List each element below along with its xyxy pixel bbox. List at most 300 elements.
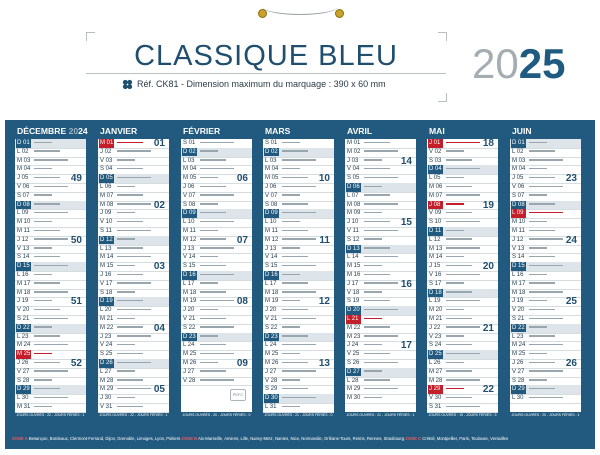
day-label: L 13 <box>100 245 112 252</box>
day-label: L 09 <box>511 209 526 218</box>
day-row <box>510 394 581 404</box>
saint-name-line <box>34 362 60 364</box>
saint-name-line <box>117 326 143 328</box>
saint-name-line <box>282 370 316 372</box>
day-label: L 30 <box>512 395 524 402</box>
saint-name-line <box>117 142 143 144</box>
saint-name-line <box>34 168 52 170</box>
saint-name-line <box>34 159 68 161</box>
day-label: M 11 <box>265 228 278 234</box>
day-label: M 04 <box>265 166 279 173</box>
day-label: D 15 <box>512 263 525 270</box>
saint-name-line <box>200 353 234 355</box>
saint-name-line <box>34 238 68 240</box>
day-label: M 04 <box>17 166 31 173</box>
day-label: L 20 <box>100 307 112 314</box>
saint-name-line <box>529 397 563 399</box>
day-label: J 12 <box>17 236 29 243</box>
day-label: L 12 <box>429 236 441 243</box>
day-label: L 05 <box>429 175 441 182</box>
saint-name-line <box>117 370 135 372</box>
day-label: S 29 <box>265 386 278 393</box>
saint-name-line <box>34 406 52 408</box>
saint-name-line <box>200 326 234 328</box>
day-label: D 23 <box>183 333 196 340</box>
saint-name-line <box>364 177 398 179</box>
month-footer: JOURS OUVRÉS : 22 - JOURS FÉRIÉS : 1 <box>16 413 85 417</box>
month-name <box>17 126 88 136</box>
day-label: S 12 <box>347 236 360 243</box>
day-label: S 01 <box>183 140 196 146</box>
day-label: J 22 <box>429 324 441 331</box>
day-label: S 05 <box>347 175 360 182</box>
saint-name-line <box>117 221 143 223</box>
day-row <box>427 403 498 413</box>
day-label: V 28 <box>265 377 278 384</box>
day-label: V 03 <box>100 157 113 164</box>
saint-name-line <box>446 256 464 258</box>
day-label: M 23 <box>347 333 361 340</box>
day-label: V 21 <box>183 316 196 322</box>
day-label: M 14 <box>100 254 114 261</box>
day-label: M 06 <box>429 184 443 190</box>
day-label: M 11 <box>512 228 525 234</box>
saint-name-line <box>282 309 308 311</box>
day-label: M 01 <box>100 140 114 146</box>
day-label: D 02 <box>265 148 278 155</box>
day-label: M 21 <box>100 316 114 322</box>
saint-name-line <box>282 406 300 408</box>
day-label: V 07 <box>265 192 278 199</box>
day-label: M 11 <box>183 228 196 234</box>
day-label: L 06 <box>100 184 112 190</box>
saint-name-line <box>200 247 234 249</box>
saint-name-line <box>117 335 151 337</box>
saint-name-line <box>364 238 382 240</box>
week-number: 05 <box>153 384 165 396</box>
day-label: J 16 <box>100 272 112 278</box>
day-label: J 20 <box>265 307 277 314</box>
day-label: M 11 <box>17 228 30 234</box>
day-label: D 05 <box>100 175 113 182</box>
saint-name-line <box>529 221 547 223</box>
day-label: J 23 <box>100 333 112 340</box>
day-label: V 06 <box>512 184 525 190</box>
saint-name-line <box>34 370 68 372</box>
day-label: V 28 <box>183 377 196 384</box>
day-label: L 03 <box>265 157 277 164</box>
day-label: L 24 <box>183 342 195 349</box>
saint-name-line <box>34 212 68 214</box>
saint-name-line <box>34 282 60 284</box>
saint-name-line <box>282 388 308 390</box>
month-column <box>345 139 416 412</box>
day-label: V 31 <box>100 404 113 410</box>
day-label: V 14 <box>265 254 278 261</box>
saint-name-line <box>34 221 52 223</box>
day-label: M 05 <box>265 175 279 182</box>
week-number: 50 <box>70 234 82 246</box>
saint-name-line <box>446 168 480 170</box>
page-title: CLASSIQUE BLEU <box>134 40 398 72</box>
saint-name-line <box>117 344 135 346</box>
day-label: D 04 <box>429 166 442 173</box>
saint-name-line <box>282 344 316 346</box>
day-label: L 30 <box>17 395 29 402</box>
day-label: M 17 <box>17 280 31 287</box>
day-row <box>181 377 252 387</box>
day-label: S 11 <box>100 228 112 234</box>
clover-icon <box>122 79 133 90</box>
week-number: 03 <box>153 261 165 273</box>
saint-name-line <box>34 397 68 399</box>
saint-name-line <box>282 221 300 223</box>
saint-name-line <box>529 265 563 267</box>
saint-name-line <box>34 318 68 320</box>
day-label: J 06 <box>265 184 277 190</box>
saint-name-line <box>364 221 390 223</box>
saint-name-line <box>34 291 68 293</box>
day-label: S 07 <box>512 192 525 199</box>
day-label: M 21 <box>429 316 443 322</box>
day-label: V 20 <box>512 307 525 314</box>
saint-name-line <box>200 203 218 205</box>
saint-name-line <box>34 142 52 144</box>
day-label: M 18 <box>512 289 526 296</box>
day-label: M 10 <box>17 219 31 226</box>
saint-name-line <box>282 282 308 284</box>
saint-name-line <box>446 186 472 188</box>
saint-name-line <box>282 168 300 170</box>
saint-name-line <box>446 221 480 223</box>
day-label: V 07 <box>183 192 196 199</box>
saint-name-line <box>446 318 472 320</box>
day-label: J 17 <box>347 280 359 287</box>
day-label: V 10 <box>100 219 113 226</box>
saint-name-line <box>446 274 480 276</box>
day-label: S 18 <box>100 289 113 296</box>
saint-name-line <box>364 274 390 276</box>
year-label <box>472 40 565 88</box>
day-label: D 11 <box>429 228 442 234</box>
day-label: M 15 <box>100 263 114 270</box>
month-name-main: JUIN <box>512 126 532 136</box>
day-label: L 09 <box>17 210 29 217</box>
week-number: 14 <box>400 155 412 167</box>
day-label: D 18 <box>429 289 442 296</box>
month-year-tail: 24 <box>78 126 88 136</box>
saint-name-line <box>529 256 555 258</box>
week-number: 20 <box>482 261 494 273</box>
saint-name-line <box>446 406 480 408</box>
day-label: V 09 <box>429 210 442 217</box>
saint-name-line <box>529 309 555 311</box>
saint-name-line <box>529 247 547 249</box>
saint-name-line <box>446 247 480 249</box>
day-label: S 14 <box>17 254 30 261</box>
week-number: 08 <box>236 296 248 308</box>
right-hook-icon <box>335 9 344 18</box>
day-label: L 02 <box>17 148 29 155</box>
day-label: M 18 <box>265 289 279 296</box>
saint-name-line <box>282 159 316 161</box>
month-name-main: AVRIL <box>347 126 373 136</box>
day-label: V 06 <box>17 184 30 190</box>
saint-name-line <box>117 168 143 170</box>
week-number: 49 <box>70 173 82 185</box>
day-label: D 30 <box>265 395 278 402</box>
day-label: V 18 <box>347 289 360 296</box>
month-name-main: DÉCEMBRE <box>17 126 67 136</box>
saint-name-line <box>529 300 547 302</box>
day-label: S 26 <box>347 360 360 366</box>
saint-name-line <box>364 230 398 232</box>
day-label: M 09 <box>347 210 361 217</box>
month-column <box>98 139 169 412</box>
month-name <box>429 126 445 136</box>
saint-name-line <box>200 194 234 196</box>
day-label: M 30 <box>347 395 361 402</box>
day-label: V 27 <box>17 368 30 375</box>
saint-name-line <box>117 230 151 232</box>
day-label: M 27 <box>429 368 443 375</box>
day-label: M 14 <box>429 254 443 261</box>
day-label: D 06 <box>347 184 360 190</box>
saint-name-line <box>34 150 60 152</box>
day-label: S 31 <box>429 404 442 410</box>
day-label: J 10 <box>347 219 359 226</box>
day-label: M 07 <box>100 192 114 199</box>
day-label: J 15 <box>429 263 441 270</box>
month-footer: JOURS OUVRÉS : 21 - JOURS FÉRIÉS : 1 <box>346 413 415 417</box>
saint-name-line <box>529 353 547 355</box>
day-label: M 16 <box>347 272 361 278</box>
saint-name-line <box>282 379 300 381</box>
saint-name-line <box>282 186 316 188</box>
saint-name-line <box>282 362 308 364</box>
week-number: 52 <box>70 358 82 369</box>
month-name <box>183 126 220 136</box>
saint-name-line <box>446 291 472 293</box>
zone-a-text: Besançon, Bordeaux, Clermont-Ferrand, Dijon, Grenoble, Limoges, Lyon, Poitiers <box>28 436 181 441</box>
day-label: D 20 <box>347 307 360 314</box>
day-label: D 13 <box>347 245 360 252</box>
saint-name-line <box>282 256 308 258</box>
month-column <box>181 139 252 412</box>
day-label: J 05 <box>17 175 29 182</box>
saint-name-line <box>364 370 382 372</box>
saint-name-line <box>200 168 234 170</box>
day-label: J 03 <box>347 157 359 164</box>
day-label: S 22 <box>183 324 196 331</box>
month-footer: JOURS OUVRÉS : 22 - JOURS FÉRIÉS : 1 <box>99 413 168 417</box>
saint-name-line <box>446 230 464 232</box>
month-name <box>512 126 532 136</box>
saint-name-line <box>364 362 398 364</box>
week-number: 09 <box>236 358 248 369</box>
day-label: M 25 <box>265 351 279 358</box>
month-name-main: FÉVRIER <box>183 126 221 136</box>
week-number: 16 <box>400 278 412 290</box>
day-label: J 02 <box>100 148 112 155</box>
saint-name-line <box>529 362 555 364</box>
saint-name-line <box>446 159 472 161</box>
saint-name-line <box>200 221 234 223</box>
saint-name-line <box>364 256 398 258</box>
saint-name-line <box>529 282 555 284</box>
day-label: M 22 <box>347 324 361 331</box>
week-number: 18 <box>482 138 494 149</box>
day-label: M 31 <box>17 404 31 410</box>
saint-name-line <box>446 362 464 364</box>
day-label: V 11 <box>347 228 359 234</box>
saint-name-line <box>200 344 226 346</box>
saint-name-line <box>34 300 52 302</box>
saint-name-line <box>117 291 135 293</box>
day-label: V 25 <box>347 351 360 358</box>
day-label: S 28 <box>512 377 525 384</box>
day-label: S 08 <box>183 201 196 208</box>
saint-name-line <box>364 168 390 170</box>
month-column <box>427 139 498 412</box>
day-label: V 20 <box>17 307 30 314</box>
day-label: M 28 <box>429 377 443 384</box>
day-label: J 09 <box>100 210 112 217</box>
day-label: D 19 <box>100 298 113 305</box>
saint-name-line <box>529 186 563 188</box>
day-label: S 21 <box>17 316 30 322</box>
saint-name-line <box>200 142 234 144</box>
day-label: M 29 <box>100 386 114 393</box>
day-label: S 22 <box>265 324 278 331</box>
saint-name-line <box>364 265 382 267</box>
saint-name-line <box>117 353 143 355</box>
week-number: 15 <box>400 217 412 229</box>
saint-name-line <box>200 335 218 337</box>
day-label: D 22 <box>512 324 525 331</box>
saint-name-line <box>200 186 226 188</box>
saint-name-line <box>200 177 218 179</box>
week-number: 11 <box>319 234 330 246</box>
day-label: V 13 <box>512 245 525 252</box>
day-label: S 28 <box>17 377 30 384</box>
saint-name-line <box>446 177 464 179</box>
saint-name-line <box>446 212 472 214</box>
day-label: L 31 <box>265 404 277 410</box>
month-column <box>510 139 581 412</box>
day-label: V 16 <box>429 272 442 278</box>
saint-name-line <box>117 388 151 390</box>
day-label: M 12 <box>265 236 279 243</box>
saint-name-line <box>364 186 382 188</box>
day-label: J 01 <box>428 139 443 148</box>
day-label: J 13 <box>265 245 277 252</box>
saint-name-line <box>364 379 390 381</box>
day-label: L 14 <box>347 254 359 261</box>
pefc-stamp: PEFC <box>230 389 246 401</box>
saint-name-line <box>364 142 390 144</box>
saint-name-line <box>117 194 143 196</box>
saint-name-line <box>529 194 547 196</box>
saint-name-line <box>529 212 563 214</box>
day-label: L 10 <box>265 219 277 226</box>
day-label: J 13 <box>183 245 195 252</box>
day-label: M 17 <box>512 280 526 287</box>
day-label: M 02 <box>347 148 361 155</box>
day-label: M 15 <box>347 263 361 270</box>
day-label: M 03 <box>17 157 31 164</box>
month-footer: JOURS OUVRÉS : 20 - JOURS FÉRIÉS : 0 <box>182 413 251 417</box>
month-name <box>100 126 137 136</box>
day-label: S 19 <box>347 298 360 305</box>
zone-b-text: Aix-Marseille, Amiens, Lille, Nancy-Metz, Nantes, Nice, Normandie, Orléans-Tours, Reims, Rennes, Strasbourg <box>198 436 405 441</box>
day-label: M 03 <box>512 157 526 164</box>
day-label: L 19 <box>429 298 441 305</box>
saint-name-line <box>446 203 464 205</box>
saint-name-line <box>446 335 464 337</box>
saint-name-line <box>34 274 52 276</box>
saint-name-line <box>364 300 390 302</box>
day-label: L 16 <box>17 272 29 278</box>
saint-name-line <box>529 344 563 346</box>
saint-name-line <box>282 274 300 276</box>
month-footer: JOURS OUVRÉS : 21 - JOURS FÉRIÉS : 0 <box>264 413 333 417</box>
day-row <box>98 403 169 413</box>
day-label: L 17 <box>183 280 195 287</box>
saint-name-line <box>34 265 68 267</box>
day-label: J 29 <box>428 385 443 394</box>
saint-name-line <box>117 309 151 311</box>
day-label: L 07 <box>347 192 359 199</box>
day-label: L 17 <box>265 280 277 287</box>
day-label: S 15 <box>183 263 196 270</box>
saint-name-line <box>364 291 382 293</box>
saint-name-line <box>446 300 480 302</box>
saint-name-line <box>200 265 226 267</box>
day-label: V 13 <box>17 245 30 252</box>
saint-name-line <box>200 370 226 372</box>
saint-name-line <box>200 362 218 364</box>
saint-name-line <box>34 326 52 328</box>
saint-name-line <box>34 344 68 346</box>
day-label: M 13 <box>429 245 443 252</box>
day-label: V 17 <box>100 280 113 287</box>
saint-name-line <box>364 159 382 161</box>
day-label: M 01 <box>347 140 361 146</box>
saint-name-line <box>364 282 398 284</box>
zone-a-label: ZONE A <box>12 436 28 441</box>
saint-name-line <box>529 177 555 179</box>
day-row <box>15 403 86 413</box>
saint-name-line <box>364 335 398 337</box>
day-label: D 26 <box>100 360 113 366</box>
crop-mark-br <box>438 93 447 102</box>
saint-name-line <box>200 256 218 258</box>
saint-name-line <box>117 159 135 161</box>
month-year-grey: 20 <box>68 126 79 136</box>
day-label: S 24 <box>429 342 442 349</box>
saint-name-line <box>34 335 60 337</box>
saint-name-line <box>529 379 547 381</box>
zone-c-label: ZONE C <box>405 436 422 441</box>
day-label: S 01 <box>265 140 278 146</box>
saint-name-line <box>446 344 472 346</box>
month-footer: JOURS OUVRÉS : 20 - JOURS FÉRIÉS : 1 <box>511 413 580 417</box>
week-number: 02 <box>153 199 165 211</box>
saint-name-line <box>446 265 472 267</box>
day-label: M 25 <box>17 351 31 358</box>
saint-name-line <box>529 168 547 170</box>
